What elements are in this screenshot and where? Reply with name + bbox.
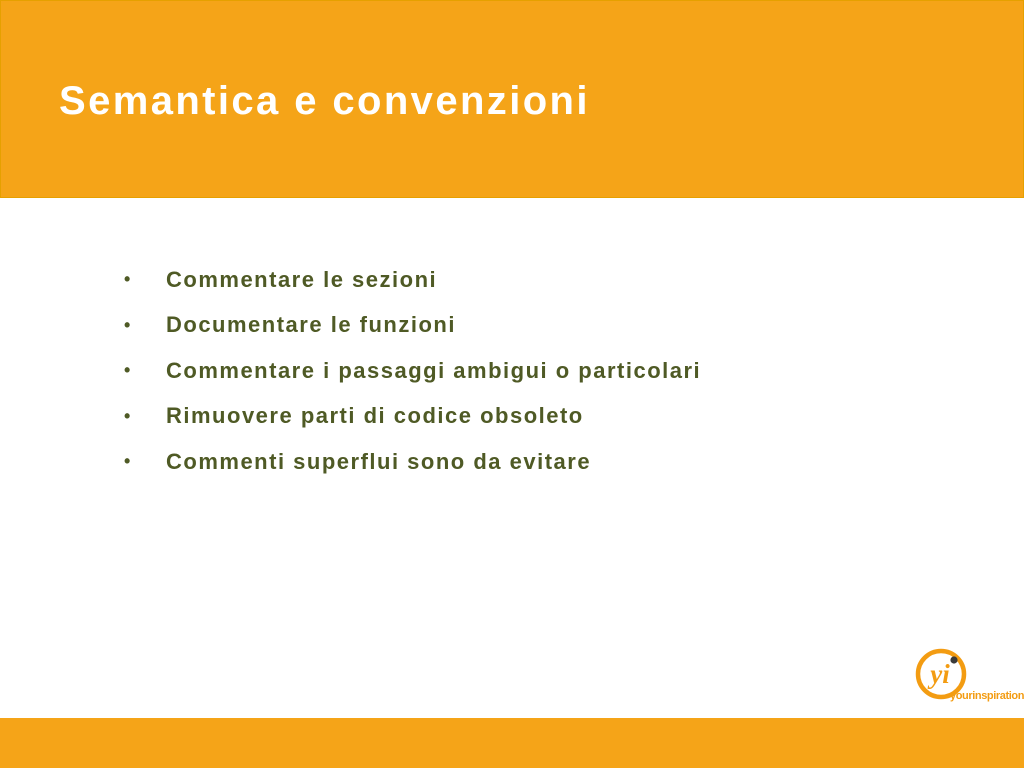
bullet-marker: • [124,451,132,472]
logo-dot [950,656,957,663]
bullet-list [124,257,701,485]
bullet-text: Commentare i passaggi ambigui o particolari [166,357,702,383]
bullet-marker: • [124,405,132,426]
bullet-text: Documentare le funzioni [166,312,456,338]
bullet-item [124,348,701,394]
bullet-text: Commentare le sezioni [166,266,438,292]
bullet-item [124,439,701,485]
bullet-text: Commenti superflui sono da evitare [166,448,592,474]
footer-bar [0,718,1024,768]
your-inspiration-logo [910,647,1024,707]
logo-tagline-text: yourinspiration [950,690,1024,702]
bullet-marker: • [124,269,132,290]
bullet-marker: • [124,314,132,335]
bullet-item [124,257,701,303]
title-banner [0,0,1024,198]
bullet-text: Rimuovere parti di codice obsoleto [166,403,584,429]
logo-tagline [950,690,1024,702]
bullet-item [124,303,701,349]
logo-monogram: yi [930,659,950,689]
slide-title: Semantica e convenzioni [59,79,590,123]
bullet-marker: • [124,360,132,381]
bullet-item [124,394,701,440]
